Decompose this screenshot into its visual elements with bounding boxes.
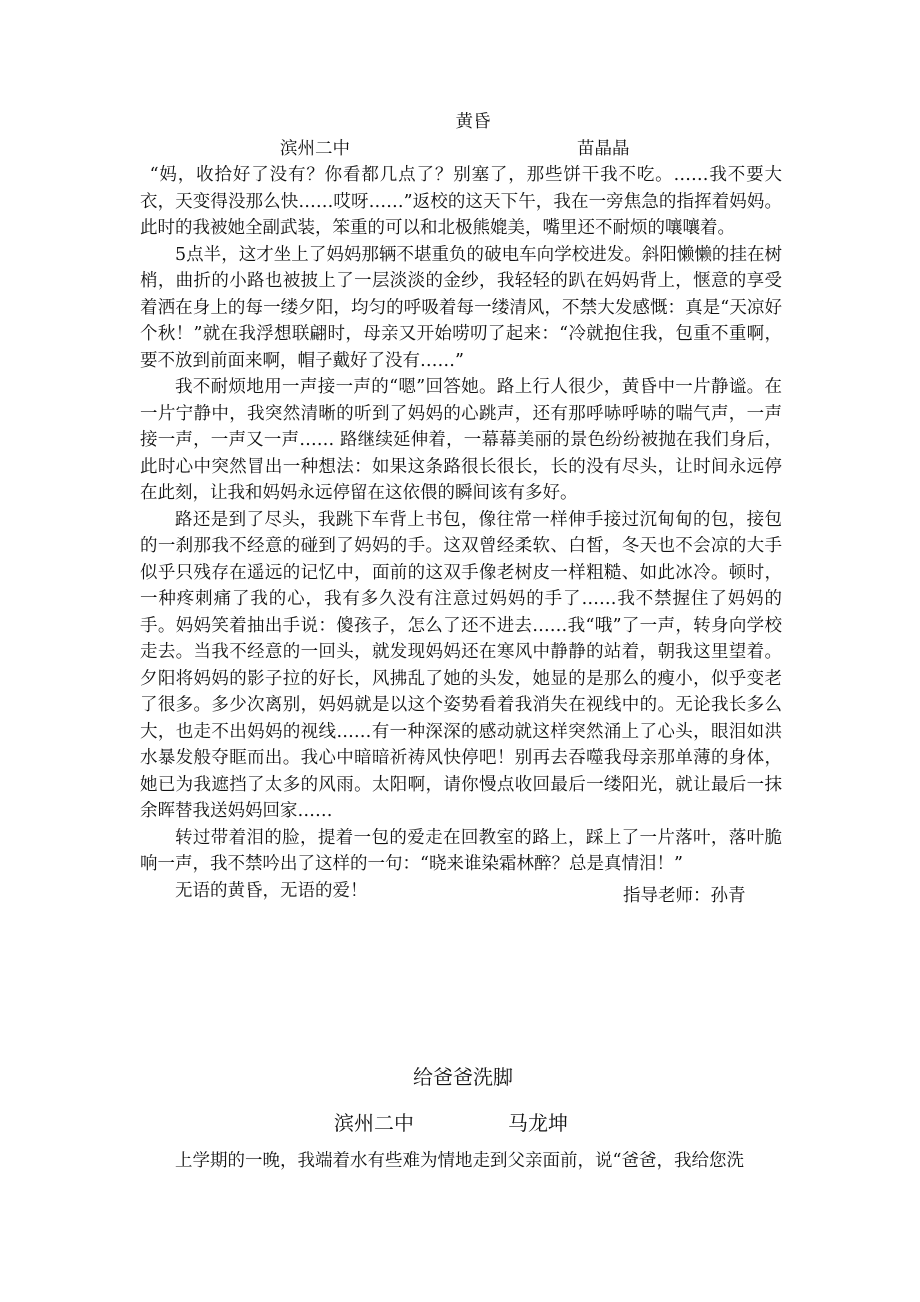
paragraph: 路还是到了尽头，我跳下车背上书包，像往常一样伸手接过沉甸甸的包，接包的一刹那我不经意的碰到了妈妈的手。这双曾经柔软、白皙，冬天也不会凉的大手似乎只残存在遥远的记忆中，面前的这双手像老树皮一样粗糙、如此冰冷。顿时，一种疼刺痛了我的心，我有多久没有注意过妈妈的手了……我不禁握住了妈妈的手。妈妈笑着抽出手说：傻孩子，怎么了还不进去……我“哦”了一声，转身向学校走去。当我不经意的一回头，就发现妈妈还在寒风中静静的站着，朝我这里望着。夕阳将妈妈的影子拉的好长，风拂乱了她的头发，她显的是那么的瘦小，似乎变老了很多。多少次离别，妈妈就是以这个姿势看着我消失在视线中的。无论我长多么大，也走不出妈妈的视线……有一种深深的感动就这样突然涌上了心头，眼泪如洪水暴发般夺眶而出。我心中暗暗祈祷风快停吧！别再去吞噬我母亲那单薄的身体，她已为我遮挡了太多的风雨。太阳啊，请你慢点收回最后一缕阳光，就让最后一抹余晖替我送妈妈回家…… bbox=[140, 509, 782, 821]
paragraph: 5点半，这才坐上了妈妈那辆不堪重负的破电车向学校进发。斜阳懒懒的挂在树梢，曲折的小路也被披上了一层淡淡的金纱，我轻轻的趴在妈妈背上，惬意的享受着洒在身上的每一缕夕阳，均匀的呼吸着每一缕清风，不禁大发感慨：真是“天凉好个秋！”就在我浮想联翩时，母亲又开始唠叨了起来：“冷就抱住我，包重不重啊，要不放到前面来啊，帽子戴好了没有……” bbox=[140, 244, 782, 371]
paragraph: 无语的黄昏，无语的爱！ bbox=[175, 880, 368, 901]
school-name: 滨州二中 bbox=[280, 139, 350, 159]
author-name: 苗晶晶 bbox=[577, 139, 630, 159]
paragraph: 转过带着泪的脸，提着一包的爱走在回教室的路上，踩上了一片落叶，落叶脆响一声，我不禁吟出了这样的一句：“晓来谁染霜林醉？总是真情泪！” bbox=[140, 827, 782, 874]
byline bbox=[140, 136, 782, 162]
author-name: 马龙坤 bbox=[508, 1111, 568, 1135]
paragraph: 上学期的一晚，我端着水有些难为情地走到父亲面前，说“爸爸，我给您洗 bbox=[175, 1151, 744, 1171]
paragraph: 我不耐烦地用一声接一声的“嗯”回答她。路上行人很少，黄昏中一片静谧。在一片宁静中，我突然清晰的听到了妈妈的心跳声，还有那呼哧呼哧的喘气声，一声接一声，一声又一声…… 路继续延伸着，一幕幕美丽的景色纷纷被抛在我们身后，此时心中突然冒出一种想法：如果这条路很长很长，长的没有尽头，让时间永远停在此刻，让我和妈妈永远停留在这依偎的瞬间该有多好。 bbox=[140, 377, 782, 503]
paragraph: “妈，收拾好了没有？你看都几点了？别塞了，那些饼干我不吃。……我不要大衣，天变得没那么快……哎呀……”返校的这天下午，我在一旁焦急的指挥着妈妈。此时的我被她全副武装，笨重的可以和北极熊媲美，嘴里还不耐烦的嚷嚷着。 bbox=[140, 165, 782, 238]
school-name: 滨州二中 bbox=[334, 1111, 414, 1135]
byline bbox=[140, 1108, 782, 1138]
essay-title: 给爸爸洗脚 bbox=[413, 1065, 513, 1089]
essay-wash-feet bbox=[140, 1062, 782, 1174]
essay-huanghun bbox=[140, 108, 782, 904]
advisor-teacher: 指导老师：孙青 bbox=[623, 886, 746, 906]
essay-title: 黄昏 bbox=[455, 112, 491, 132]
